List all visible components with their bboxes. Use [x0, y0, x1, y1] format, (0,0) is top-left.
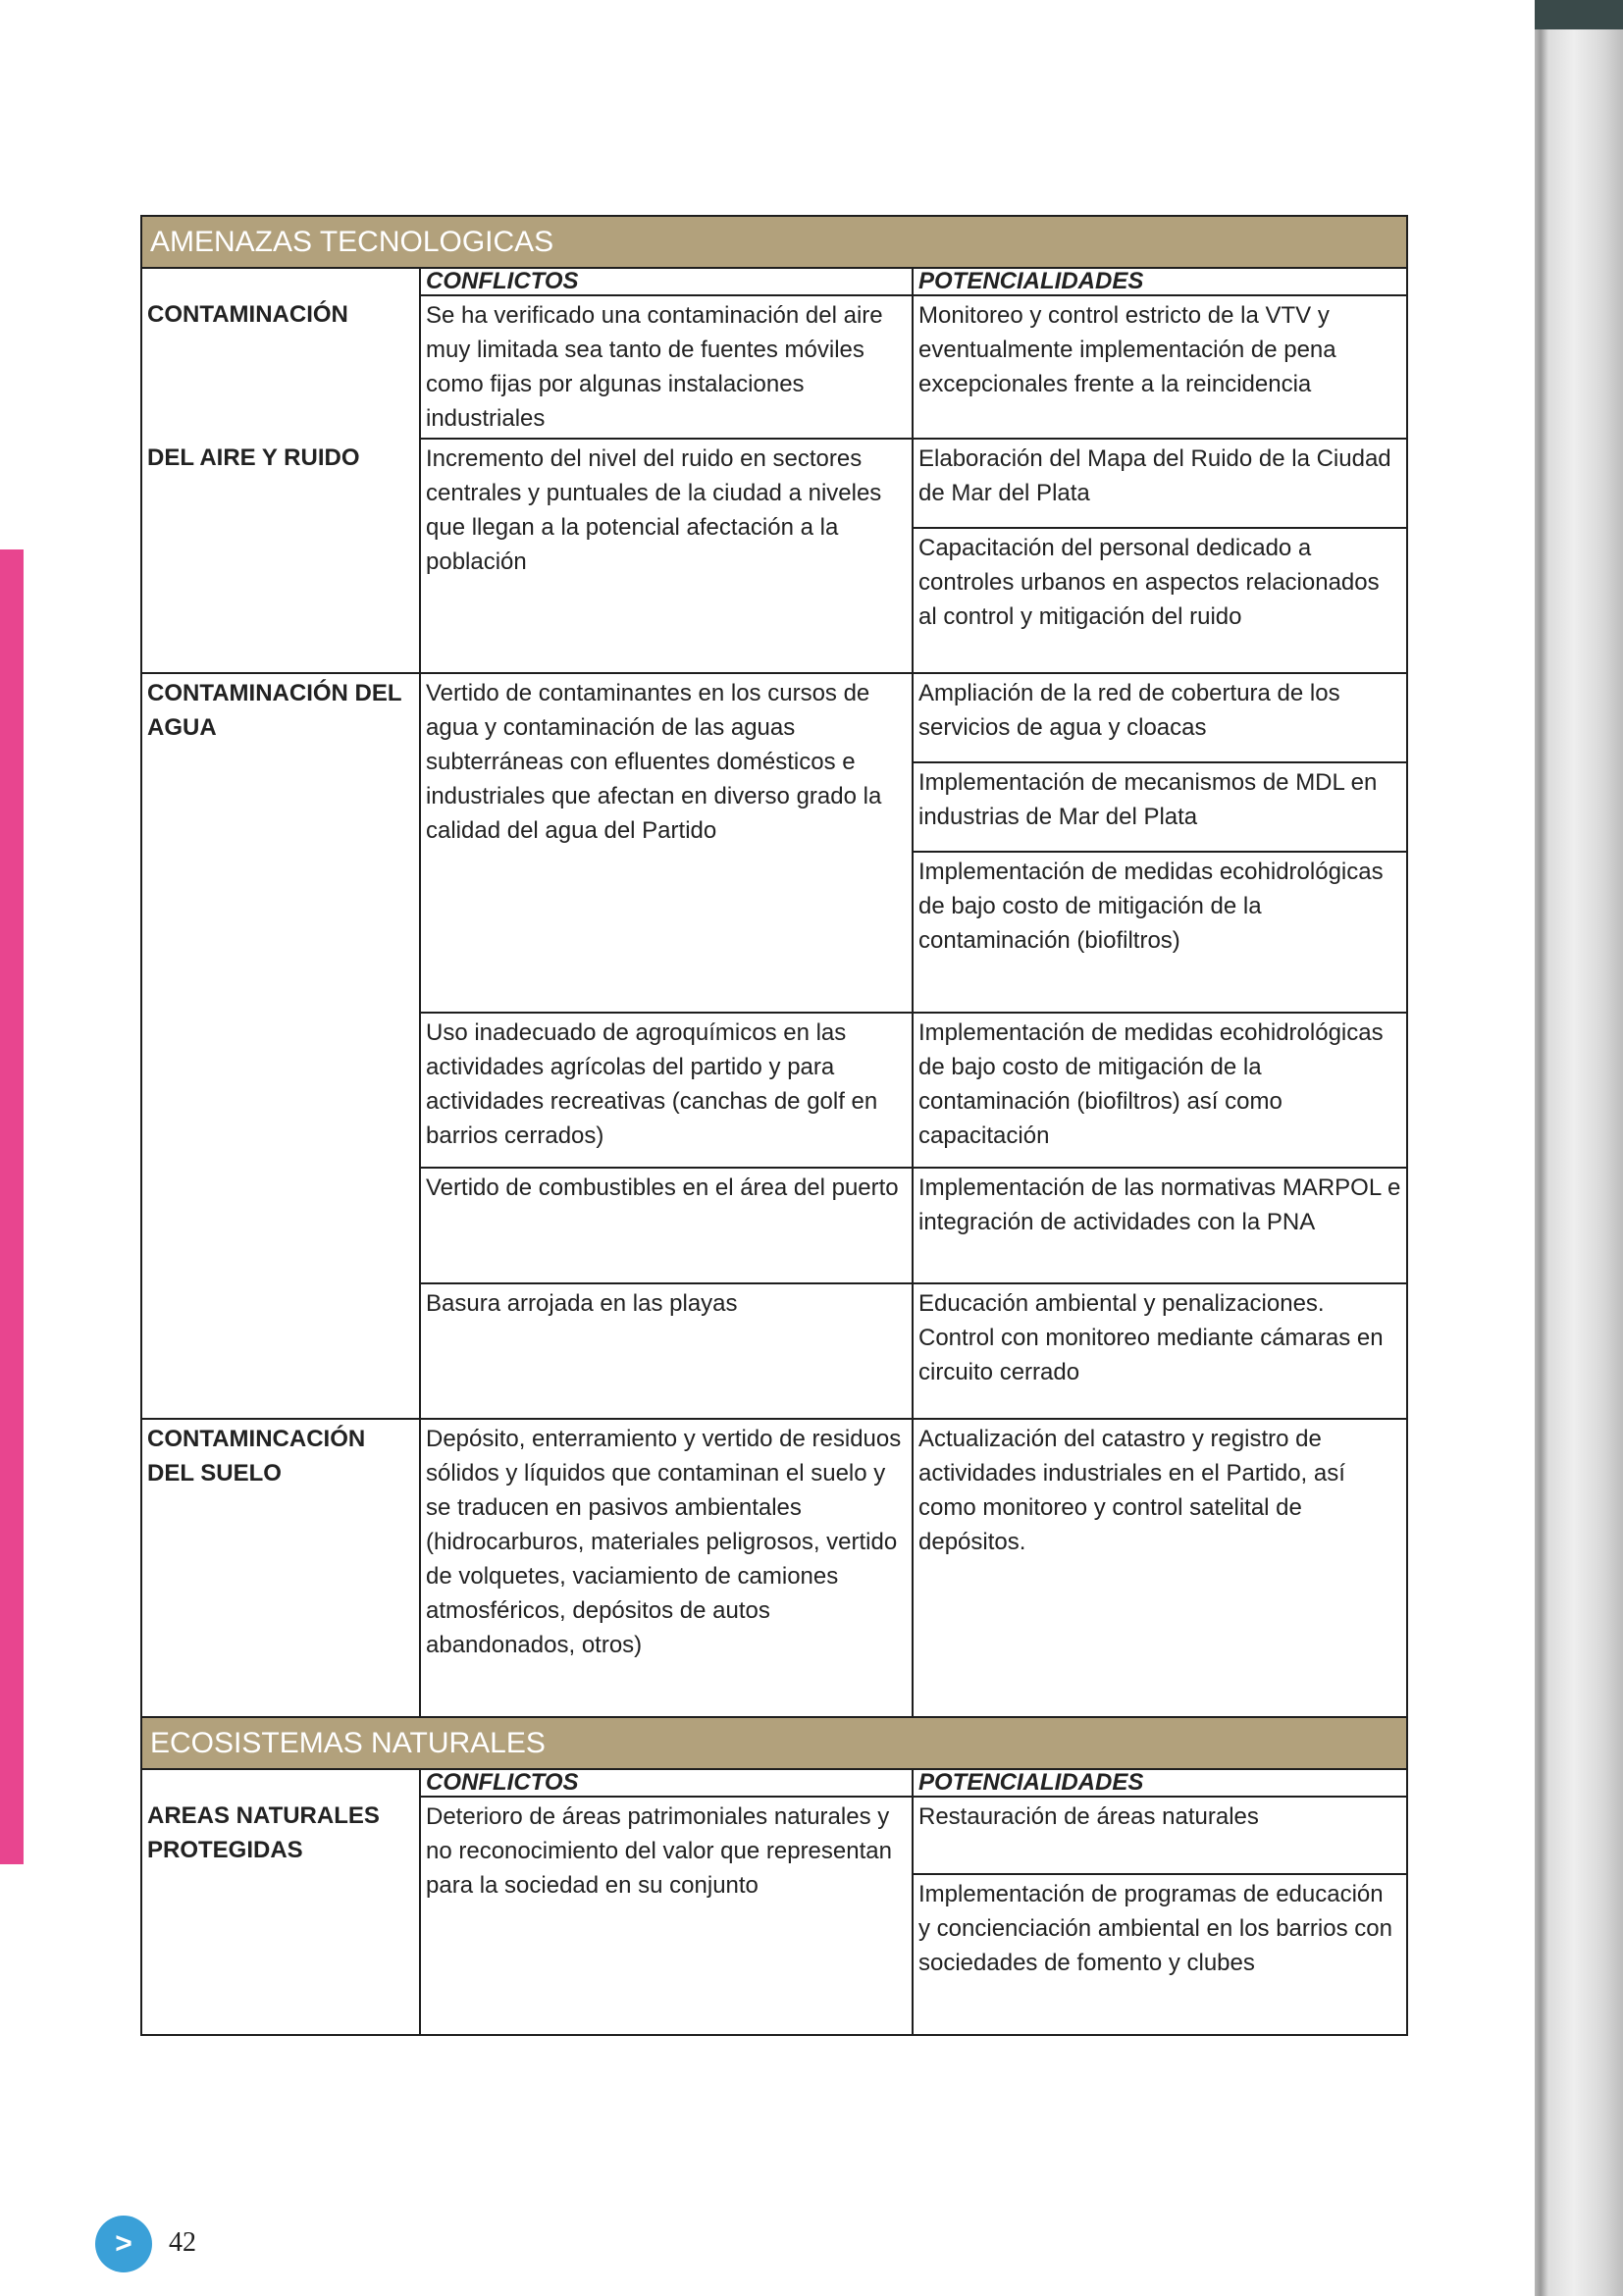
next-page-arrow-icon	[95, 2216, 152, 2272]
category-label: CONTAMINACIÓN	[141, 295, 420, 439]
potential-cell: Elaboración del Mapa del Ruido de la Ciudad de Mar del Plata	[913, 439, 1407, 528]
page-number: 42	[169, 2227, 196, 2258]
conflict-cell: Vertido de combustibles en el área del puerto	[420, 1168, 913, 1283]
section-header-row	[141, 216, 1407, 268]
table-row	[141, 295, 1407, 439]
section-header-row	[141, 1717, 1407, 1769]
conflict-cell: Depósito, enterramiento y vertido de residuos sólidos y líquidos que contaminan el suelo y se traducen en pasivos ambientales (hidrocarburos, materiales peligrosos, vertido de volquetes, vaciamiento de camiones atmosféricos, depósitos de autos abandonados, otros)	[420, 1419, 913, 1717]
column-header-blank	[141, 268, 420, 295]
section-title: AMENAZAS TECNOLOGICAS	[141, 216, 1407, 268]
column-header-conflicts: CONFLICTOS	[420, 268, 913, 295]
column-header-conflicts: CONFLICTOS	[420, 1769, 913, 1797]
conflict-cell: Incremento del nivel del ruido en sectores centrales y puntuales de la ciudad a niveles que llegan a la potencial afectación a la población	[420, 439, 913, 673]
conflict-cell: Uso inadecuado de agroquímicos en las actividades agrícolas del partido y para actividades recreativas (canchas de golf en barrios cerrados)	[420, 1013, 913, 1168]
diagnostic-table	[140, 215, 1408, 2036]
column-header-blank	[141, 1769, 420, 1797]
category-label: CONTAMINACIÓN DEL AGUA	[141, 673, 420, 1419]
page-edge-accent-bar	[0, 549, 24, 1864]
potential-cell: Implementación de medidas ecohidrológicas de bajo costo de mitigación de la contaminación (biofiltros) así como capacitación	[913, 1013, 1407, 1168]
gutter-top-edge	[1535, 0, 1623, 29]
potential-cell: Capacitación del personal dedicado a controles urbanos en aspectos relacionados al control y mitigación del ruido	[913, 528, 1407, 673]
book-gutter	[1535, 0, 1623, 2296]
column-header-row	[141, 1769, 1407, 1797]
column-header-potentials: POTENCIALIDADES	[913, 1769, 1407, 1797]
table-row	[141, 1797, 1407, 1874]
potential-cell: Actualización del catastro y registro de actividades industriales en el Partido, así como monitoreo y control satelital de depósitos.	[913, 1419, 1407, 1717]
potential-cell: Implementación de mecanismos de MDL en industrias de Mar del Plata	[913, 762, 1407, 852]
category-label: AREAS NATURALES PROTEGIDAS	[141, 1797, 420, 2035]
conflict-cell: Vertido de contaminantes en los cursos de agua y contaminación de las aguas subterráneas con efluentes domésticos e industriales que afectan en diverso grado la calidad del agua del Partido	[420, 673, 913, 1013]
potential-cell: Ampliación de la red de cobertura de los servicios de agua y cloacas	[913, 673, 1407, 762]
table-row	[141, 439, 1407, 528]
potential-cell: Implementación de las normativas MARPOL e integración de actividades con la PNA	[913, 1168, 1407, 1283]
conflict-cell: Se ha verificado una contaminación del aire muy limitada sea tanto de fuentes móviles como fijas por algunas instalaciones industriales	[420, 295, 913, 439]
column-header-potentials: POTENCIALIDADES	[913, 268, 1407, 295]
section-title: ECOSISTEMAS NATURALES	[141, 1717, 1407, 1769]
potential-cell: Implementación de programas de educación y concienciación ambiental en los barrios con sociedades de fomento y clubes	[913, 1874, 1407, 2035]
badge-glyph: >	[115, 2227, 132, 2260]
conflict-cell: Basura arrojada en las playas	[420, 1283, 913, 1419]
column-header-row	[141, 268, 1407, 295]
potential-cell: Monitoreo y control estricto de la VTV y eventualmente implementación de pena excepcionales frente a la reincidencia	[913, 295, 1407, 439]
potential-cell: Restauración de áreas naturales	[913, 1797, 1407, 1874]
table-row	[141, 673, 1407, 762]
category-label: CONTAMINCACIÓN DEL SUELO	[141, 1419, 420, 1717]
category-label: DEL AIRE Y RUIDO	[141, 439, 420, 673]
potential-cell: Implementación de medidas ecohidrológicas de bajo costo de mitigación de la contaminación (biofiltros)	[913, 852, 1407, 1013]
table-row	[141, 1419, 1407, 1717]
potential-cell: Educación ambiental y penalizaciones. Control con monitoreo mediante cámaras en circuito cerrado	[913, 1283, 1407, 1419]
conflict-cell: Deterioro de áreas patrimoniales naturales y no reconocimiento del valor que representan para la sociedad en su conjunto	[420, 1797, 913, 2035]
